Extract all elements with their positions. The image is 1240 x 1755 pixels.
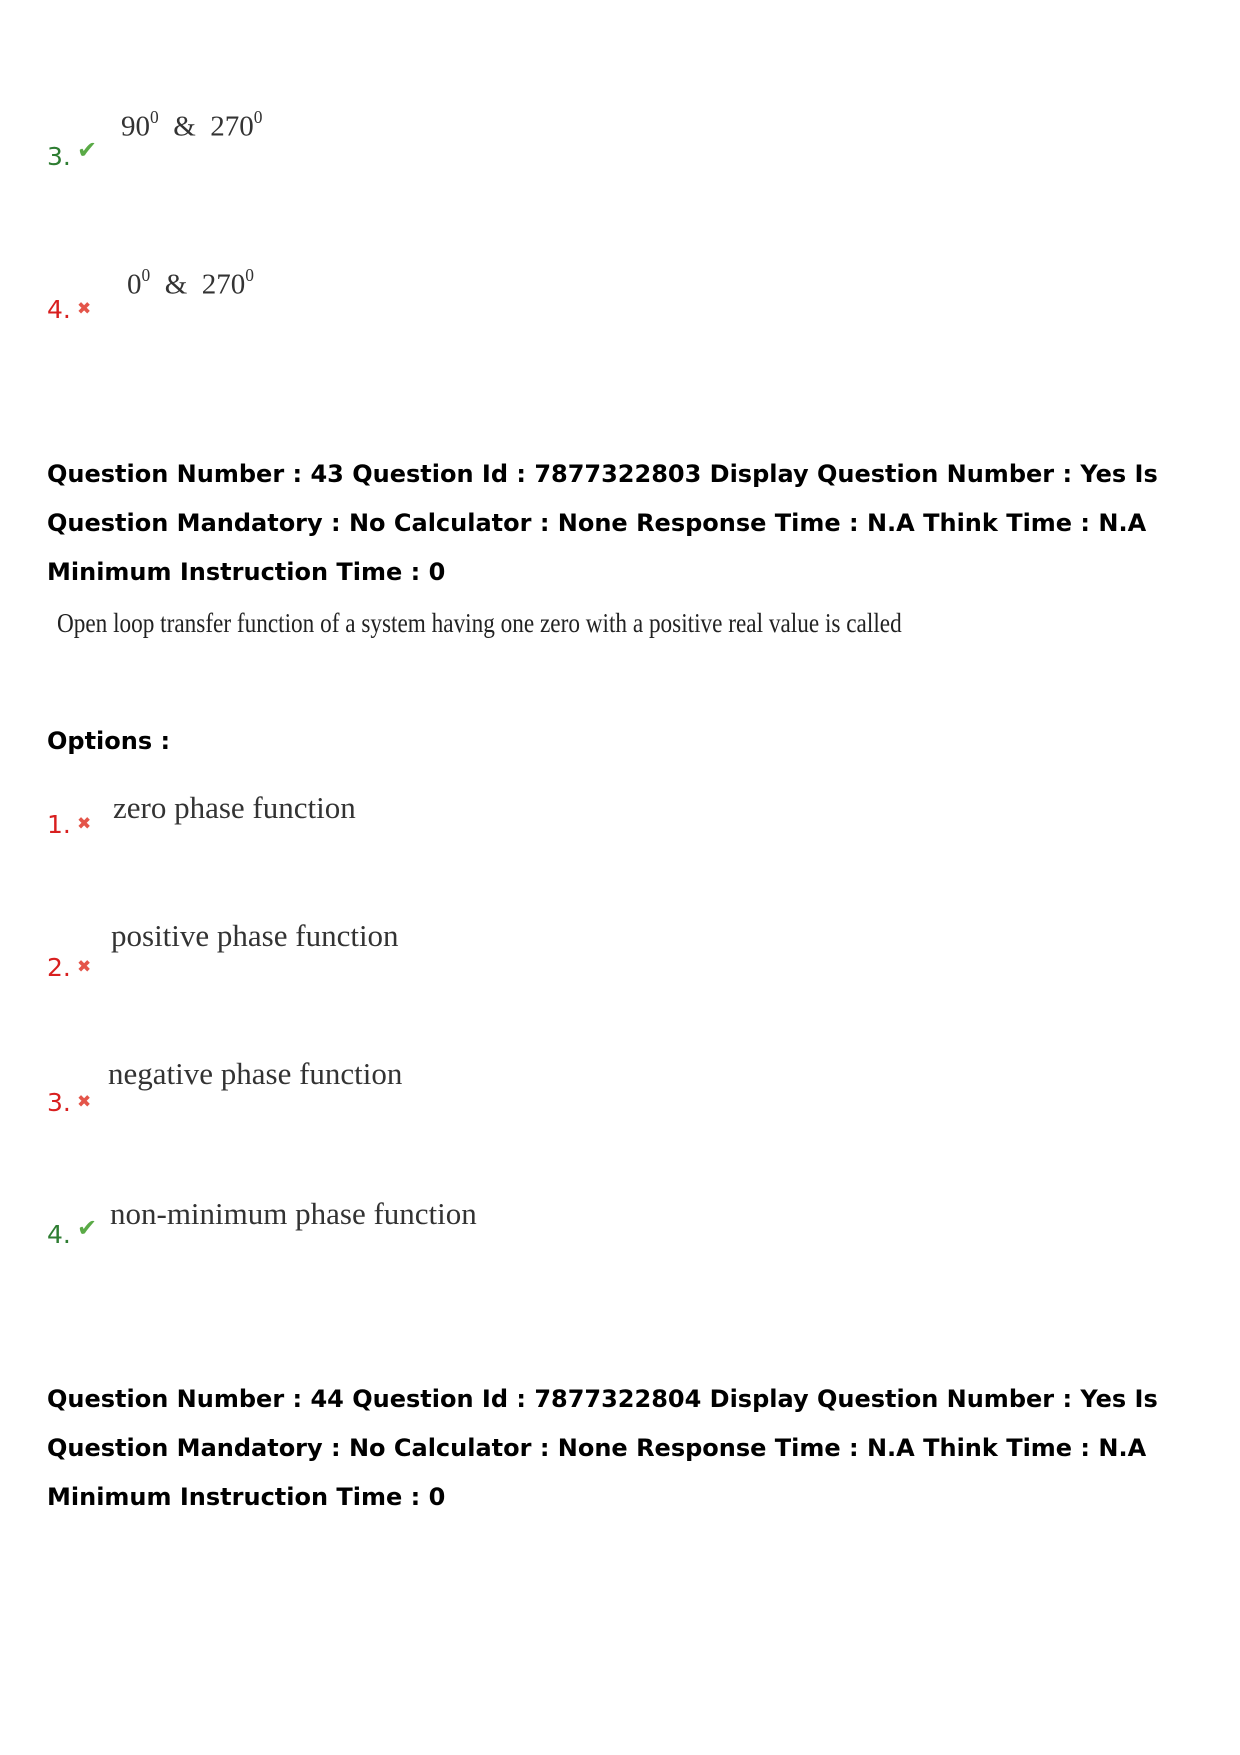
option-text: negative phase function xyxy=(108,1056,403,1091)
option-number: 2. xyxy=(47,953,71,982)
option-text: $0^0$ & $270^0$ xyxy=(127,265,254,301)
option-text: zero phase function xyxy=(113,790,356,825)
question-meta: Question Number : 43 Question Id : 7877322803 Display Question Number : Yes Is Question Mandatory : No Calculator : None Response Time : N.A Think Time : N.A Minimum Instruction Time : 0 xyxy=(47,460,1158,586)
question-meta: Question Number : 44 Question Id : 7877322804 Display Question Number : Yes Is Question Mandatory : No Calculator : None Response Time : N.A Think Time : N.A Minimum Instruction Time : 0 xyxy=(47,1385,1158,1511)
cross-icon: ✖ xyxy=(77,957,92,977)
cross-icon: ✖ xyxy=(77,814,92,834)
option-number: 4. xyxy=(47,295,71,324)
option-item xyxy=(47,1196,747,1266)
option-number: 3. xyxy=(47,1088,71,1117)
cross-icon: ✖ xyxy=(77,1092,92,1112)
option-item xyxy=(47,1056,747,1126)
option-text: $90^0$ & $270^0$ xyxy=(121,107,263,143)
option-item xyxy=(47,260,747,330)
options-label: Options : xyxy=(47,727,171,755)
option-text: positive phase function xyxy=(111,918,399,953)
option-item xyxy=(47,918,747,988)
option-number: 4. xyxy=(47,1220,71,1249)
check-icon: ✔ xyxy=(77,136,98,164)
option-item xyxy=(47,790,747,860)
question-stem: Open loop transfer function of a system having one zero with a positive real value is called xyxy=(57,608,902,638)
option-number: 1. xyxy=(47,810,71,839)
cross-icon: ✖ xyxy=(77,299,92,319)
option-number: 3. xyxy=(47,142,71,171)
check-icon: ✔ xyxy=(77,1214,98,1242)
option-item xyxy=(47,105,747,175)
option-text: non-minimum phase function xyxy=(110,1196,477,1231)
